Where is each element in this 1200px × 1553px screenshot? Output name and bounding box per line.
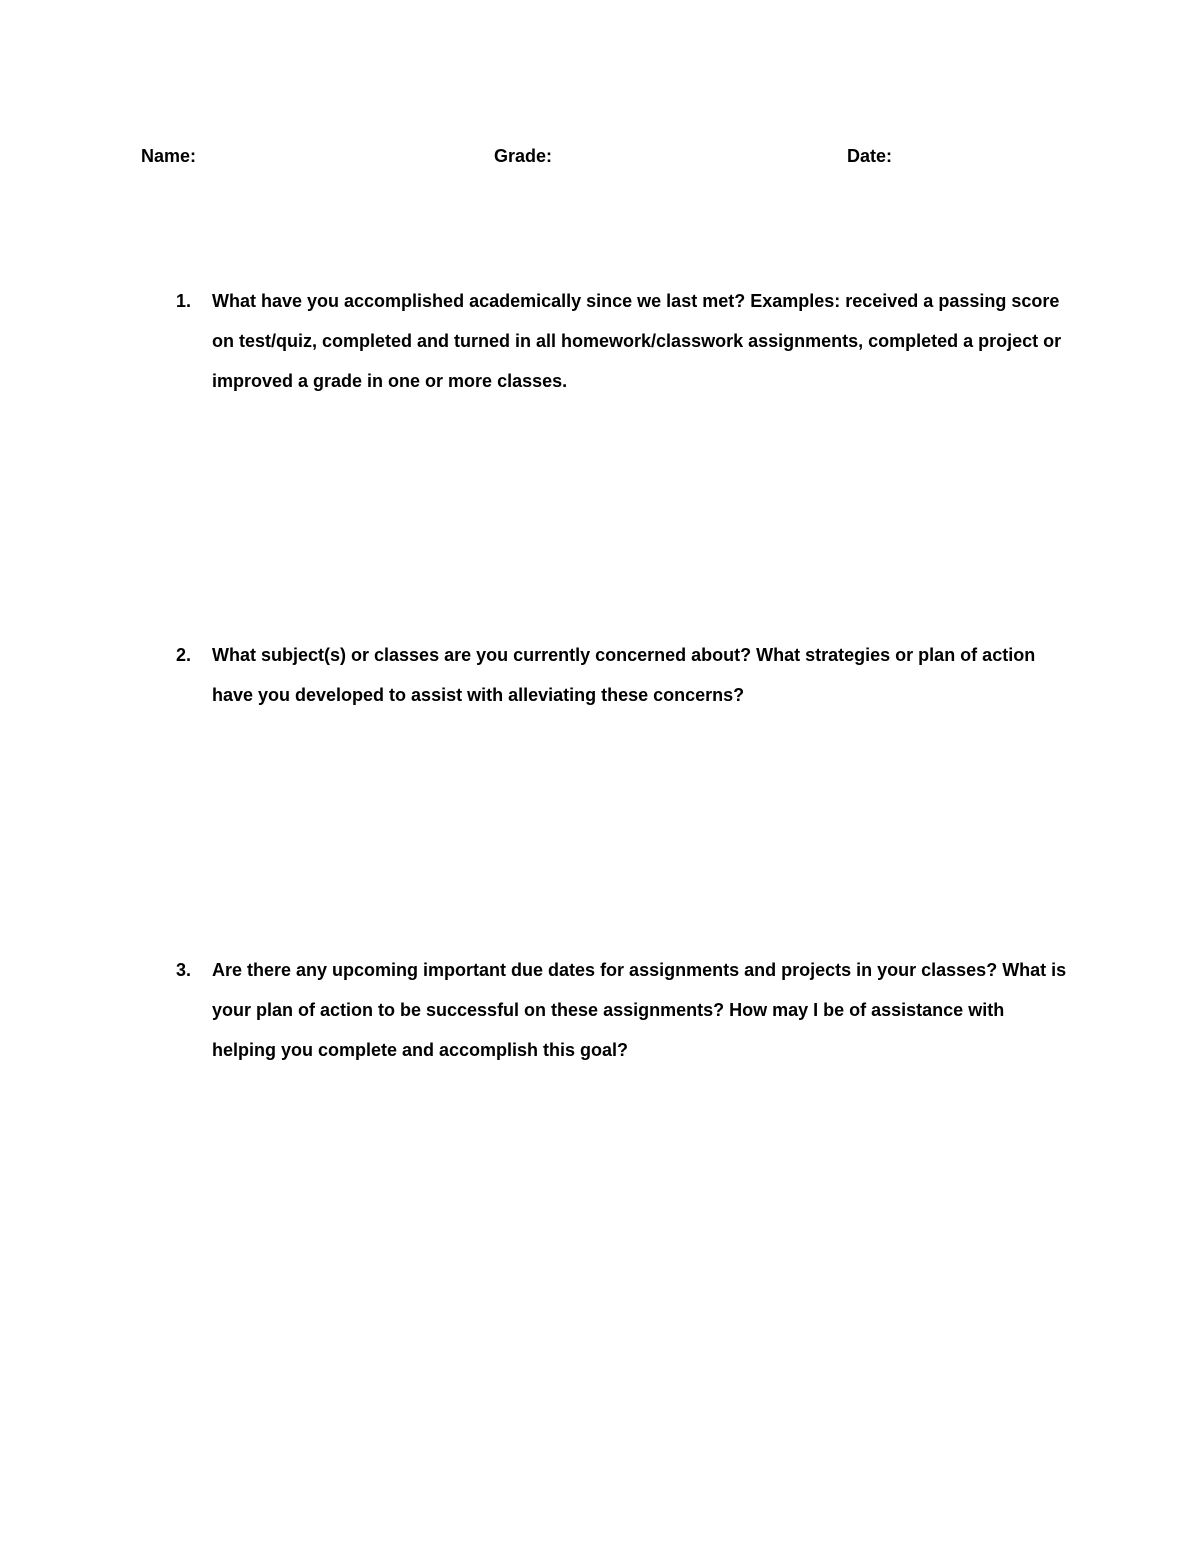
question-number: 3.: [176, 960, 192, 980]
question-number: 2.: [176, 645, 192, 665]
question-number: 1.: [176, 291, 192, 311]
name-label: Name:: [141, 146, 197, 166]
date-label: Date:: [847, 146, 893, 166]
question-text: What subject(s) or classes are you currently concerned about? What strategies or plan of action have you developed to assist with alleviating these concerns?: [212, 645, 1036, 705]
question-text: What have you accomplished academically since we last met? Examples: received a passing score on test/quiz, completed and turned in all homework/classwork assignments, completed a project or improved a grade in one or more classes.: [212, 291, 1062, 391]
grade-label: Grade:: [494, 146, 553, 166]
question-text: Are there any upcoming important due dates for assignments and projects in your classes? What is your plan of action to be successful on these assignments? How may I be of assistance with helping you complete and accomplish this goal?: [212, 960, 1067, 1060]
